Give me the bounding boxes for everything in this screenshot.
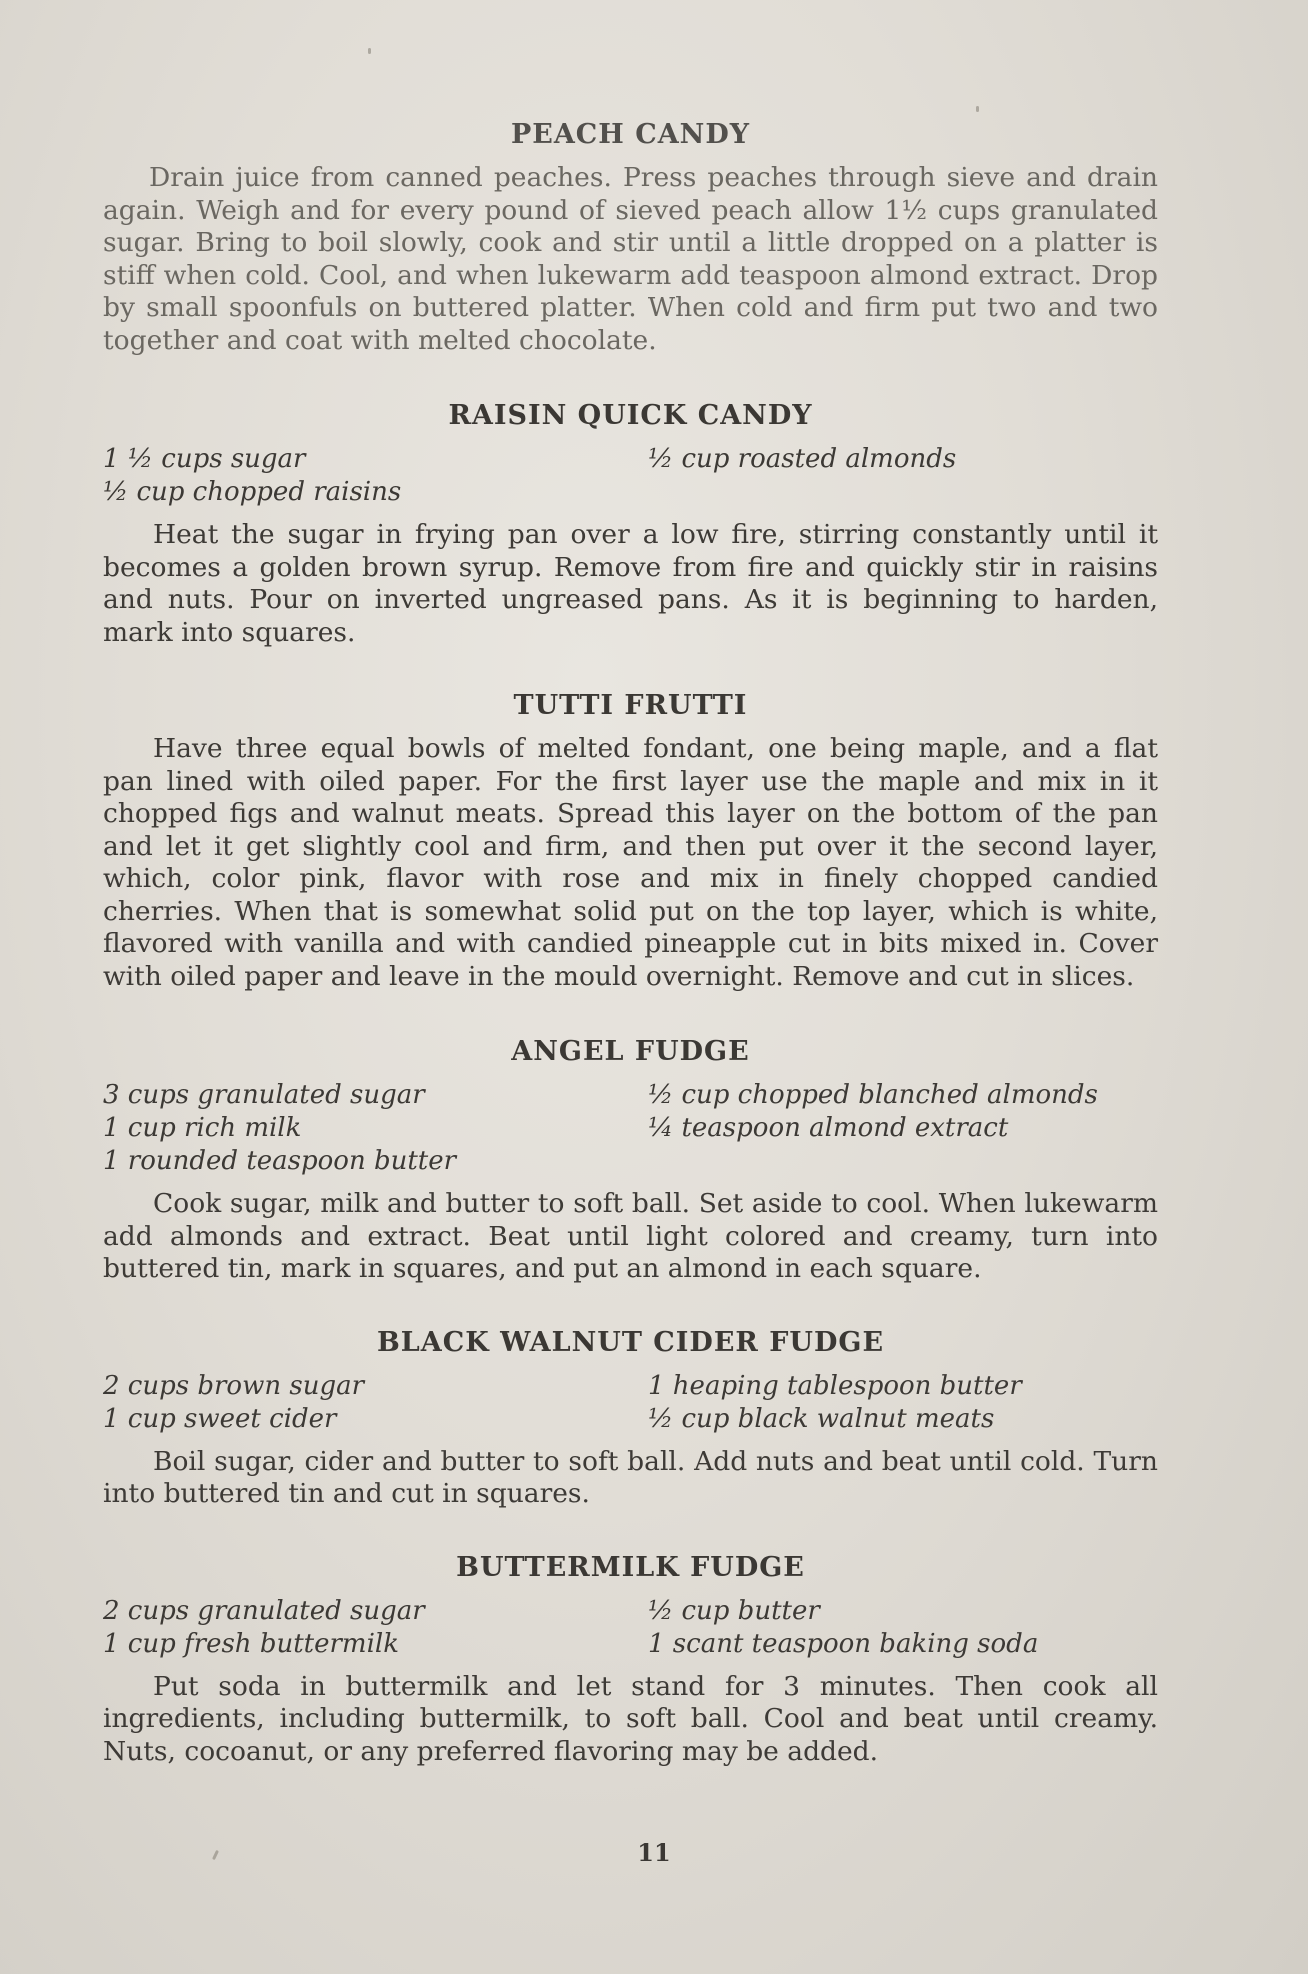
paper-speck: [368, 48, 371, 54]
ingredient-item: ½ cup roasted almonds: [648, 444, 957, 474]
recipe-directions: Put soda in buttermilk and let stand for 3 minutes. Then cook all ingredients, including buttermilk, to soft ball. Cool and beat until creamy. Nuts, cocoanut, or any preferred flavoring may be added.: [103, 1670, 1158, 1767]
ingredient-list: [103, 1595, 1158, 1661]
page-number: 11: [637, 1838, 671, 1867]
ingredient-column-right: [648, 1079, 1158, 1178]
ingredient-item: ½ cup chopped raisins: [103, 477, 402, 507]
recipe-directions: Cook sugar, milk and butter to soft ball. Set aside to cool. When lukewarm add almonds and extract. Beat until light colored and creamy, turn into buttered tin, mark in squares, and put an almond in each square.: [103, 1188, 1158, 1284]
ingredient-item: 2 cups brown sugar: [103, 1370, 365, 1401]
recipe-angel-fudge: [103, 1035, 1158, 1286]
ingredient-item: 1 cup fresh buttermilk: [103, 1628, 399, 1659]
ingredient-column-right: [648, 443, 1158, 509]
ingredient-item: ½ cup black walnut meats: [648, 1403, 995, 1434]
ingredient-column-left: [103, 1079, 648, 1178]
ingredient-column-left: [103, 443, 648, 509]
ingredient-column-right: [648, 1370, 1158, 1436]
recipe-black-walnut-cider-fudge: [103, 1326, 1158, 1511]
recipe-directions: Heat the sugar in frying pan over a low fire, stirring constantly until it becomes a golden brown syrup. Remove from fire and quickly stir in raisins and nuts. Pour on inverted ungreased pans. As it is beginning to harden, mark into squares.: [103, 519, 1158, 648]
recipe-directions: Drain juice from canned peaches. Press peaches through sieve and drain again. Weigh and for every pound of sieved peach allow 1½ cups granulated sugar. Bring to boil slowly, cook and stir until a little dropped on a platter is stiff when cold. Cool, and when lukewarm add teaspoon almond extract. Drop by small spoonfuls on buttered platter. When cold and firm put two and two together and coat with melted chocolate.: [103, 162, 1158, 356]
ingredient-item: 1 rounded teaspoon butter: [103, 1146, 457, 1176]
ingredient-item: ¼ teaspoon almond extract: [648, 1113, 1009, 1143]
ingredient-column-left: [103, 1370, 648, 1436]
ingredient-item: 1 cup sweet cider: [103, 1403, 337, 1434]
recipe-peach-candy: [103, 118, 1158, 357]
ingredient-item: 2 cups granulated sugar: [103, 1595, 425, 1626]
ingredient-item: ½ cup butter: [648, 1595, 820, 1626]
recipe-title: BLACK WALNUT CIDER FUDGE: [376, 1326, 885, 1358]
ingredient-list: [103, 443, 1158, 509]
recipe-raisin-quick-candy: [103, 399, 1158, 649]
ingredient-item: 1 scant teaspoon baking soda: [648, 1628, 1039, 1659]
ingredient-column-right: [648, 1595, 1158, 1661]
recipe-title: TUTTI FRUTTI: [513, 690, 748, 721]
ingredient-list: [103, 1079, 1158, 1178]
ingredient-item: 1 cup rich milk: [103, 1113, 302, 1143]
recipe-directions: Have three equal bowls of melted fondant, one being maple, and a flat pan lined with oiled paper. For the first layer use the maple and mix in it chopped figs and walnut meats. Spread this layer on the bottom of the pan and let it get slightly cool and firm, and then put over it the second layer, which, color pink, flavor with rose and mix in finely chopped candied cherries. When that is somewhat solid put on the top layer, which is white, flavored with vanilla and with candied pineapple cut in bits mixed in. Cover with oiled paper and leave in the mould overnight. Remove and cut in slices.: [103, 733, 1158, 992]
recipe-title: ANGEL FUDGE: [511, 1036, 750, 1067]
recipe-title: PEACH CANDY: [510, 119, 751, 150]
paper-speck: [976, 106, 979, 112]
recipe-directions: Boil sugar, cider and butter to soft ball. Add nuts and beat until cold. Turn into buttered tin and cut in squares.: [103, 1445, 1158, 1509]
recipe-tutti-frutti: [103, 689, 1158, 993]
ingredient-item: 1 ½ cups sugar: [103, 444, 306, 474]
recipe-title: RAISIN QUICK CANDY: [448, 400, 813, 431]
ingredient-item: 3 cups granulated sugar: [103, 1080, 425, 1110]
ingredient-item: 1 heaping tablespoon butter: [648, 1370, 1022, 1401]
ingredient-item: ½ cup chopped blanched almonds: [648, 1080, 1098, 1110]
recipe-buttermilk-fudge: [103, 1551, 1158, 1769]
ingredient-column-left: [103, 1595, 648, 1661]
ingredient-list: [103, 1370, 1158, 1436]
recipe-title: BUTTERMILK FUDGE: [456, 1551, 805, 1583]
